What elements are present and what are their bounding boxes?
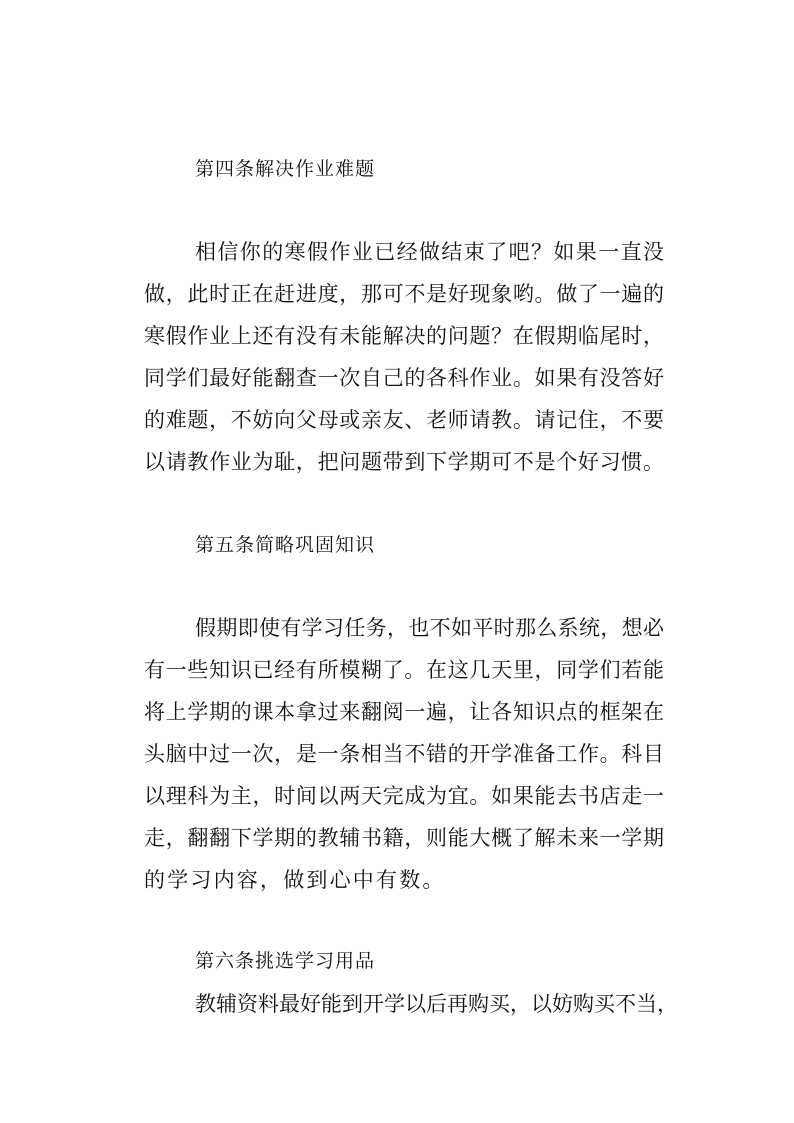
paragraph-line: 相信你的寒假作业已经做结束了吧？如果一直没	[195, 240, 664, 264]
paragraph-line: 以理科为主，时间以两天完成为宜。如果能去书店走一	[144, 784, 664, 808]
paragraph-line: 同学们最好能翻查一次自己的各科作业。如果有没答好	[144, 366, 664, 390]
paragraph-line: 头脑中过一次，是一条相当不错的开学准备工作。科目	[144, 742, 664, 766]
section-heading: 第六条挑选学习用品	[195, 950, 376, 972]
paragraph-line: 教辅资料最好能到开学以后再购买，以妨购买不当，	[195, 992, 678, 1016]
paragraph-line: 寒假作业上还有没有未能解决的问题？在假期临尾时，	[144, 324, 664, 348]
paragraph-line: 有一些知识已经有所模糊了。在这几天里，同学们若能	[144, 658, 664, 682]
paragraph-line: 走，翻翻下学期的教辅书籍，则能大概了解未来一学期	[144, 826, 664, 850]
section-heading: 第五条简略巩固知识	[195, 534, 376, 556]
paragraph-line: 将上学期的课本拿过来翻阅一遍，让各知识点的框架在	[144, 700, 664, 724]
paragraph-line: 做，此时正在赶进度，那可不是好现象哟。做了一遍的	[144, 282, 664, 306]
section-heading: 第四条解决作业难题	[195, 158, 376, 180]
paragraph-line: 以请教作业为耻，把问题带到下学期可不是个好习惯。	[144, 450, 664, 474]
paragraph-line: 的难题，不妨向父母或亲友、老师请教。请记住，不要	[144, 408, 664, 432]
paragraph-line: 假期即使有学习任务，也不如平时那么系统，想必	[195, 616, 664, 640]
paragraph-line: 的学习内容，做到心中有数。	[144, 868, 446, 892]
